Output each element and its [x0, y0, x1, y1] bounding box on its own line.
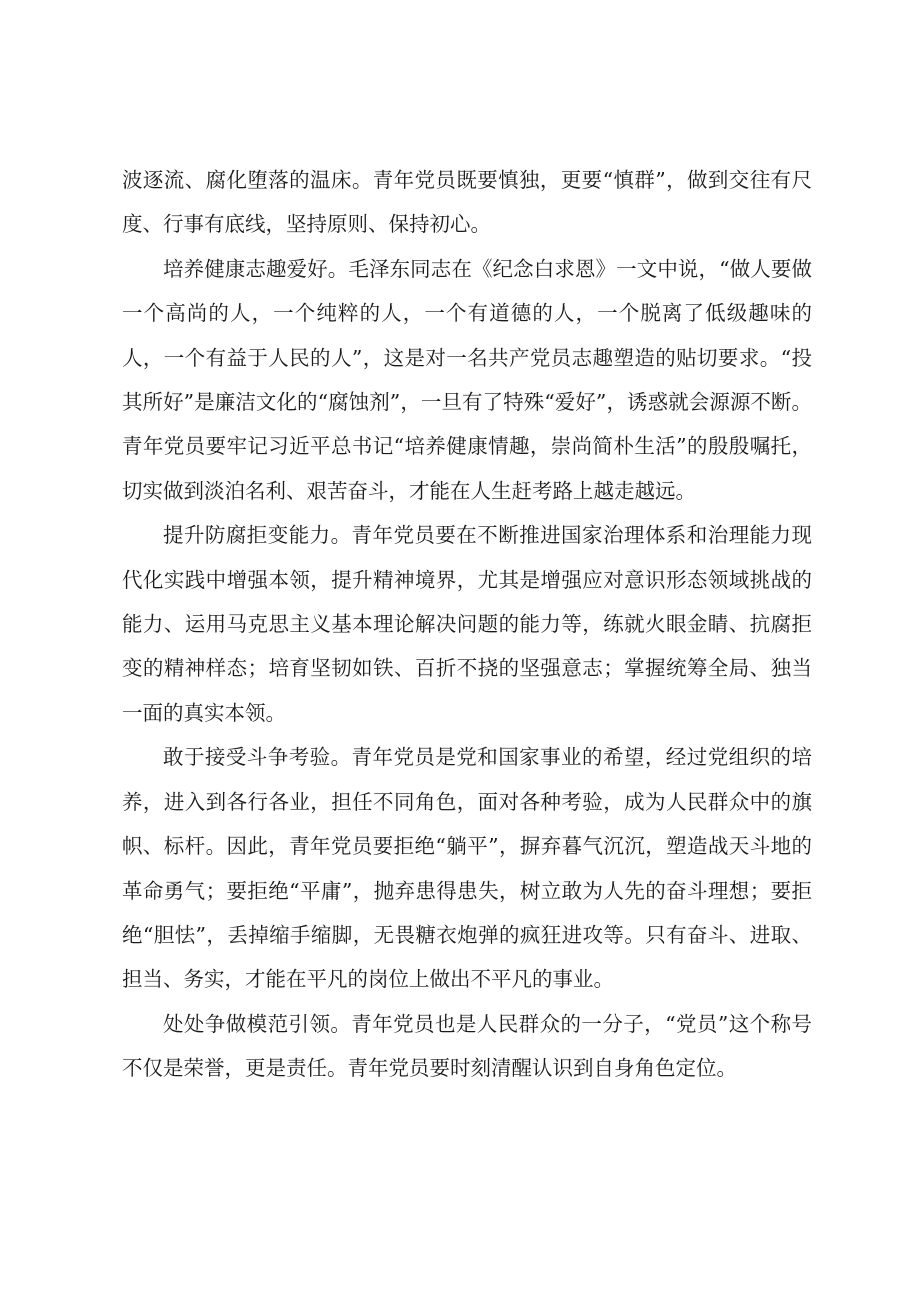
document-body: [122, 158, 812, 1091]
paragraph-continuation: 波逐流、腐化堕落的温床。青年党员既要慎独，更要“慎群”，做到交往有尺度、行事有底线，坚持原则、保持初心。: [122, 168, 812, 237]
paragraph-struggle-test: 敢于接受斗争考验。青年党员是党和国家事业的希望，经过党组织的培养，进入到各行各业，担任不同角色，面对各种考验，成为人民群众中的旗帜、标杆。因此，青年党员要拒绝“躺平”，摒弃暮气沉沉，塑造战天斗地的革命勇气；要拒绝“平庸”，抛弃患得患失，树立敢为人先的奋斗理想；要拒绝“胆怯”，丢掉缩手缩脚，无畏糖衣炮弹的疯狂进攻等。只有奋斗、进取、担当、务实，才能在平凡的岗位上做出不平凡的事业。: [122, 745, 812, 992]
paragraph-healthy-interests: 培养健康志趣爱好。毛泽东同志在《纪念白求恩》一文中说，“做人要做一个高尚的人，一个纯粹的人，一个有道德的人，一个脱离了低级趣味的人，一个有益于人民的人”，这是对一名共产党员志趣塑造的贴切要求。“投其所好”是廉洁文化的“腐蚀剂”，一旦有了特殊“爱好”，诱惑就会源源不断。青年党员要牢记习近平总书记“培养健康情趣，崇尚简朴生活”的殷殷嘱托，切实做到淡泊名利、艰苦奋斗，才能在人生赶考路上越走越远。: [122, 256, 812, 503]
paragraph-anti-corruption-ability: 提升防腐拒变能力。青年党员要在不断推进国家治理体系和治理能力现代化实践中增强本领，提升精神境界，尤其是增强应对意识形态领域挑战的能力、运用马克思主义基本理论解决问题的能力等，练就火眼金睛、抗腐拒变的精神样态；培育坚韧如铁、百折不挠的坚强意志；掌握统筹全局、独当一面的真实本领。: [122, 523, 812, 725]
paragraph-model-leadership: 处处争做模范引领。青年党员也是人民群众的一分子，“党员”这个称号不仅是荣誉，更是责任。青年党员要时刻清醒认识到自身角色定位。: [122, 1011, 812, 1081]
